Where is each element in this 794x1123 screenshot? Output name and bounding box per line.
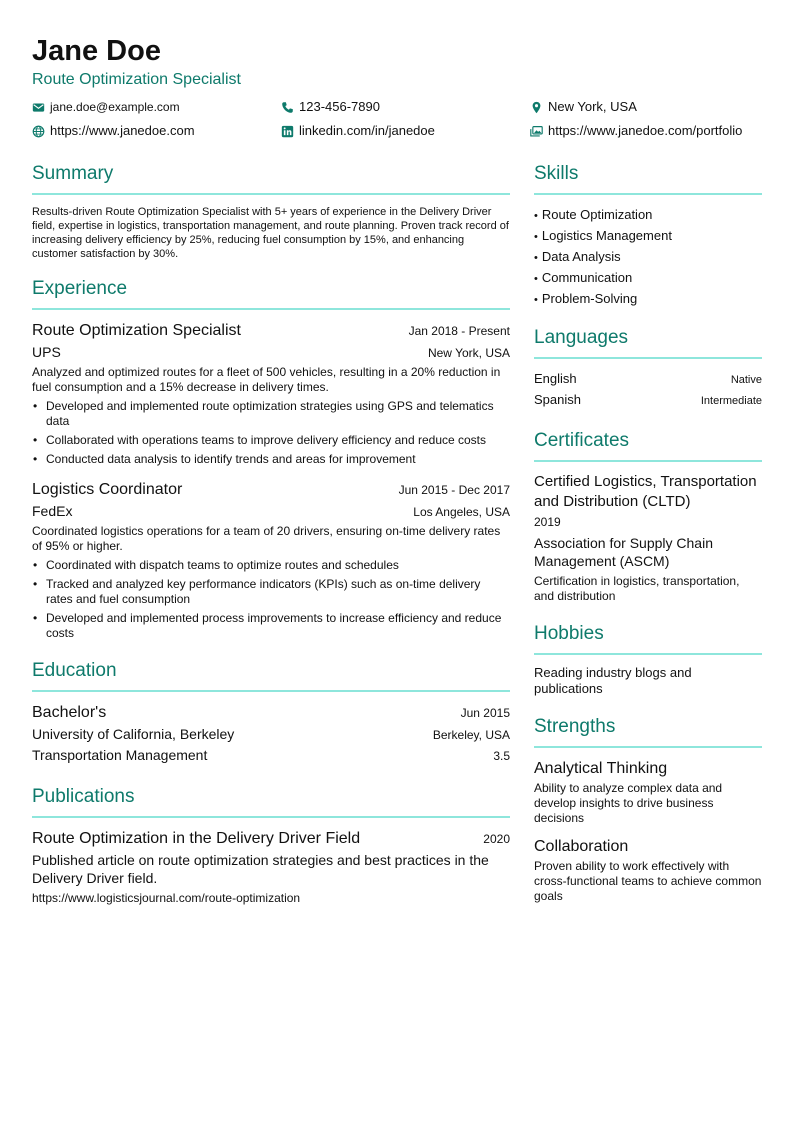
skill-item: • Route Optimization <box>534 205 762 226</box>
job-bullets <box>32 558 510 641</box>
contact-email[interactable] <box>32 98 281 116</box>
experience-section <box>32 277 510 641</box>
job-bullet: • Collaborated with operations teams to improve delivery efficiency and reduce costs <box>32 433 510 448</box>
strengths-section <box>534 715 762 904</box>
linkedin-icon <box>281 125 294 138</box>
right-column <box>534 162 762 904</box>
job-location: Los Angeles, USA <box>413 505 510 519</box>
gpa: 3.5 <box>493 749 510 763</box>
job-bullet: • Conducted data analysis to identify trends and areas for improvement <box>32 452 510 467</box>
skill-item: • Data Analysis <box>534 247 762 268</box>
publication-title: Route Optimization in the Delivery Driver Field <box>32 830 361 847</box>
job-location: New York, USA <box>427 346 510 360</box>
skill-item: • Logistics Management <box>534 226 762 247</box>
globe-icon <box>32 125 45 138</box>
contact-linkedin-text: linkedin.com/in/janedoe <box>299 123 435 138</box>
degree: Bachelor's <box>32 704 107 721</box>
contact-phone-text: 123-456-7890 <box>299 99 380 114</box>
certificates-section <box>534 429 762 604</box>
contact-location <box>530 98 772 116</box>
contact-info <box>32 98 772 140</box>
summary-heading: Summary <box>32 162 510 195</box>
summary-section <box>32 162 510 261</box>
contact-website[interactable] <box>32 122 281 140</box>
publications-heading: Publications <box>32 785 510 818</box>
summary-text: Results-driven Route Optimization Specialist with 5+ years of experience in the Delivery Driver field, expertise in logistics, transportation management, and route planning. Proven track record of increasing delivery efficiency by 25%, reducing fuel consumption by 15%, and enhancing customer satisfaction by 30%. <box>32 206 509 260</box>
publication-year: 2020 <box>483 832 510 846</box>
education-section <box>32 659 510 765</box>
candidate-name: Jane Doe <box>32 35 161 67</box>
job-description: Analyzed and optimized routes for a fleet of 500 vehicles, resulting in a 20% reduction in fuel consumption and a 15% decrease in delivery times. <box>32 365 501 394</box>
job-bullet: • Developed and implemented route optimization strategies using GPS and telematics data <box>32 399 510 429</box>
left-column <box>32 162 510 906</box>
language-level: Intermediate <box>700 395 762 407</box>
job-bullet: • Tracked and analyzed key performance indicators (KPIs) such as on-time delivery rates and fuel consumption <box>32 577 510 607</box>
job-date: Jun 2015 - Dec 2017 <box>398 483 510 497</box>
contact-website-text: https://www.janedoe.com <box>50 123 195 138</box>
job-company: UPS <box>32 344 61 360</box>
school-location: Berkeley, USA <box>432 728 510 742</box>
map-pin-icon <box>530 101 543 114</box>
contact-email-text: jane.doe@example.com <box>50 100 180 114</box>
certificates-heading: Certificates <box>534 429 762 462</box>
skills-section <box>534 162 762 310</box>
certificate-description: Certification in logistics, transportation, and distribution <box>534 574 740 603</box>
field-of-study: Transportation Management <box>32 747 208 763</box>
experience-entry <box>32 479 510 641</box>
hobbies-section <box>534 622 762 697</box>
education-heading: Education <box>32 659 510 692</box>
contact-portfolio-text: https://www.janedoe.com/portfolio <box>548 123 743 138</box>
certificate-name: Certified Logistics, Transportation and Distribution (CLTD) <box>534 473 757 510</box>
language-name: English <box>534 371 577 386</box>
experience-heading: Experience <box>32 277 510 310</box>
publication-description: Published article on route optimization strategies and best practices in the Delivery Driver field. <box>32 852 489 886</box>
strength-description: Proven ability to work effectively with cross-functional teams to achieve common goals <box>534 859 762 903</box>
languages-section <box>534 326 762 411</box>
language-level: Native <box>730 374 762 386</box>
image-gallery-icon <box>530 125 543 138</box>
certificate-year: 2019 <box>534 515 561 529</box>
education-date: Jun 2015 <box>460 706 510 720</box>
resume-page <box>32 34 772 905</box>
hobby-text: Reading industry blogs and publications <box>534 665 692 696</box>
job-description: Coordinated logistics operations for a team of 20 drivers, ensuring on-time delivery rates of 95% or higher. <box>32 524 501 553</box>
phone-icon <box>281 101 294 114</box>
language-name: Spanish <box>534 392 581 407</box>
languages-heading: Languages <box>534 326 762 359</box>
school-name: University of California, Berkeley <box>32 726 235 742</box>
contact-portfolio[interactable] <box>530 122 772 140</box>
contact-location-text: New York, USA <box>548 99 637 114</box>
language-row <box>534 369 762 390</box>
publications-section <box>32 785 510 906</box>
job-bullet: • Coordinated with dispatch teams to optimize routes and schedules <box>32 558 510 573</box>
job-title: Route Optimization Specialist <box>32 322 241 339</box>
contact-linkedin[interactable] <box>281 122 530 140</box>
strengths-heading: Strengths <box>534 715 762 748</box>
job-bullets <box>32 399 510 467</box>
certificate-name: Association for Supply Chain Management (ASCM) <box>534 535 713 569</box>
strength-name: Collaboration <box>534 838 629 855</box>
skill-item: • Communication <box>534 268 762 289</box>
hobbies-heading: Hobbies <box>534 622 762 655</box>
job-bullet: • Developed and implemented process improvements to increase efficiency and reduce costs <box>32 611 510 641</box>
skill-item: • Problem-Solving <box>534 289 762 310</box>
job-date: Jan 2018 - Present <box>408 324 510 338</box>
skills-list <box>534 205 762 310</box>
publication-link[interactable]: https://www.logisticsjournal.com/route-optimization <box>32 891 301 905</box>
contact-phone[interactable] <box>281 98 530 116</box>
envelope-icon <box>32 101 45 114</box>
job-company: FedEx <box>32 503 73 519</box>
job-title: Logistics Coordinator <box>32 481 183 498</box>
skills-heading: Skills <box>534 162 762 195</box>
candidate-headline: Route Optimization Specialist <box>32 71 241 88</box>
experience-entry <box>32 320 510 467</box>
strength-description: Ability to analyze complex data and develop insights to drive business decisions <box>534 781 723 825</box>
strength-name: Analytical Thinking <box>534 760 668 777</box>
language-row <box>534 390 762 411</box>
